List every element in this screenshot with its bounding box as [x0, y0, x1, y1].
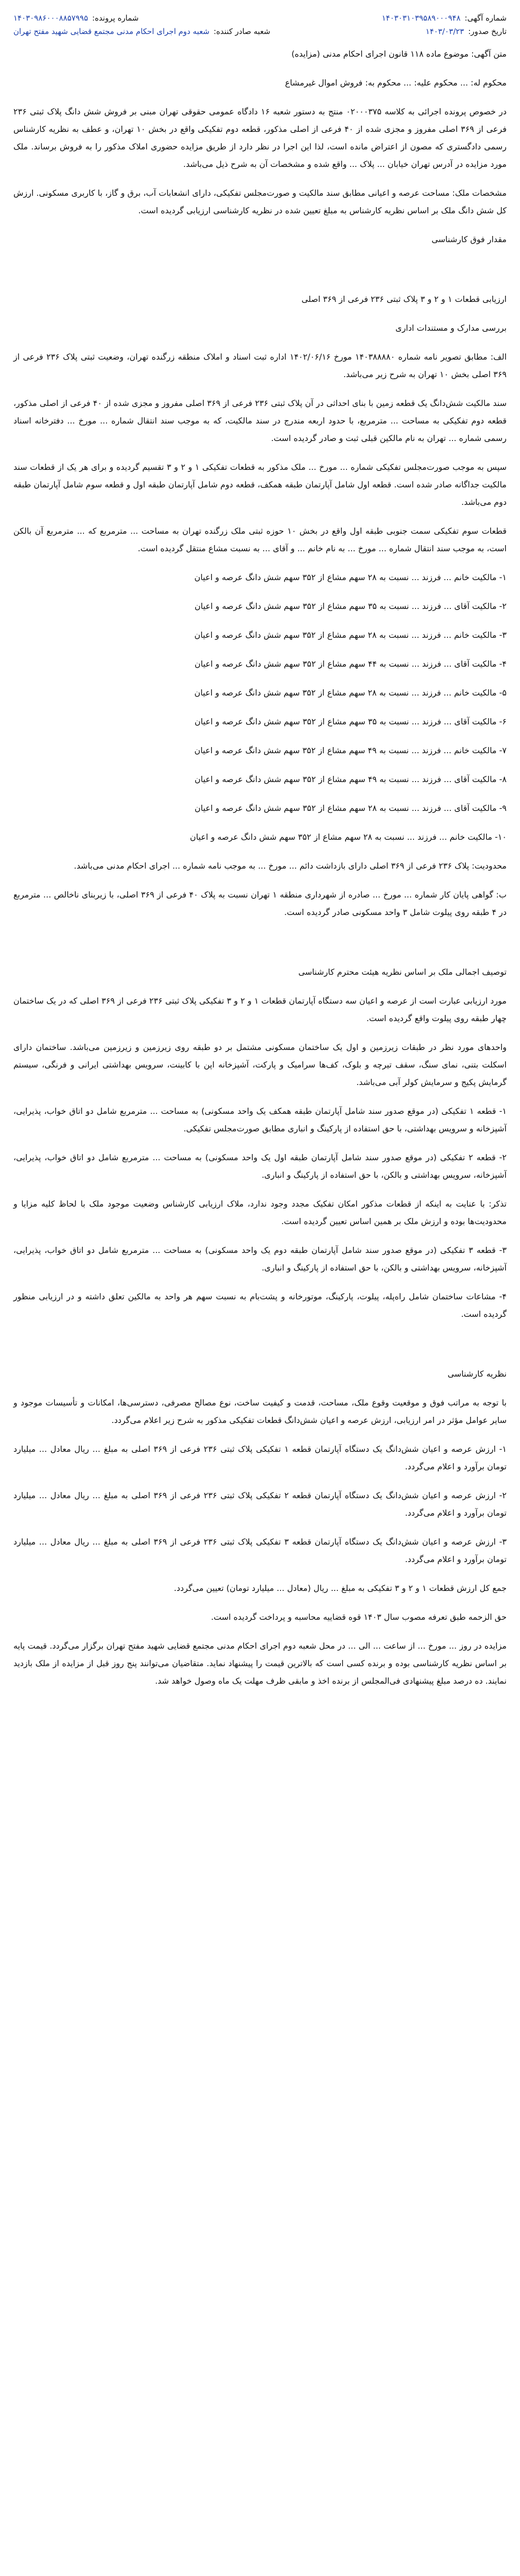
notice-number-label: شماره آگهی:: [464, 13, 507, 23]
case-number: ۱۴۰۳۰۹۸۶۰۰۰۸۸۵۷۹۹۵: [13, 13, 89, 23]
paragraph: ۴- مشاعات ساختمان شامل راه‌پله، پیلوت، پارکینگ، موتورخانه و پشت‌بام به نسبت سهم هر واحد به مالکین تعلق داشته و در ارزیابی منظور گردیده است.: [13, 1292, 507, 1319]
owner-item: ۱- مالکیت خانم ... فرزند ... نسبت به ۲۸ سهم مشاع از ۳۵۲ سهم شش دانگ عرصه و اعیان: [194, 572, 507, 582]
issuer-branch: شعبه دوم اجرای احکام مدنی مجتمع قضایی شهید مفتح تهران: [13, 27, 210, 36]
header-row-1: [13, 11, 507, 25]
issuer-group: [13, 25, 270, 38]
paragraph: قطعات سوم تفکیکی سمت جنوبی طبقه اول واقع در بخش ۱۰ حوزه ثبتی ملک زرگنده تهران به مساحت ... مترمربع که ... مترمربع آن بالکن است، به موجب سند انتقال شماره ... مورخ ... به نام خانم ... و آقای ... به نسبت مشاع منتقل گردیده است.: [13, 526, 507, 553]
paragraph: الف: مطابق تصویر نامه شماره ۱۴۰۳۸۸۸۸۰ مورخ ۱۴۰۲/۰۶/۱۶ اداره ثبت اسناد و املاک منطقه زرگنده تهران، وضعیت ثبتی پلاک ۲۳۶ فرعی از ۳۶۹ اصلی بخش ۱۰ تهران به شرح زیر می‌باشد.: [13, 352, 507, 379]
issue-date: ۱۴۰۳/۰۳/۲۳: [425, 27, 464, 36]
owner-item: ۹- مالکیت آقای ... فرزند ... نسبت به ۲۸ سهم مشاع از ۳۵۲ سهم شش دانگ عرصه و اعیان: [194, 803, 507, 813]
owner-item: ۲- مالکیت آقای ... فرزند ... نسبت به ۳۵ سهم مشاع از ۳۵۲ سهم شش دانگ عرصه و اعیان: [194, 601, 507, 611]
paragraph: در خصوص پرونده اجرائی به کلاسه ۰۲۰۰۰۳۷۵ منتج به دستور شعبه ۱۶ دادگاه عمومی حقوقی تهران مبنی بر فروش شش دانگ پلاک ثبتی ۲۳۶ فرعی از ۳۶۹ اصلی مفروز و مجزی شده از ۴۰ فرعی از اصلی مذکور، قطعه دوم تفکیکی واقع در بخش ۱۰ تهران، و عطف به نظریه کارشناس رسمی دادگستری که مصون از اعتراض مانده است، لذا این اجرا در نظر دارد از طریق مزایده حضوری املاک مذکور را به فروش برساند. ملک مورد مزایده در آدرس تهران خیابان ... پلاک ... واقع شده و مشخصات آن به شرح ذیل می‌باشد.: [13, 107, 507, 169]
notice-body: [13, 45, 507, 1690]
owner-item: ۳- مالکیت خانم ... فرزند ... نسبت به ۲۸ سهم مشاع از ۳۵۲ سهم شش دانگ عرصه و اعیان: [194, 630, 507, 640]
owner-item: ۱۰- مالکیت خانم ... فرزند ... نسبت به ۲۸ سهم مشاع از ۳۵۲ سهم شش دانگ عرصه و اعیان: [189, 832, 507, 842]
paragraph: جمع کل ارزش قطعات ۱ و ۲ و ۳ تفکیکی به مبلغ ... ریال (معادل ... میلیارد تومان) تعیین می‌گردد.: [174, 1583, 507, 1593]
paragraph: سپس به موجب صورت‌مجلس تفکیکی شماره ... مورخ ... ملک مذکور به قطعات تفکیکی ۱ و ۲ و ۳ تقسیم گردیده و برای هر یک از قطعات سند مالکیت جداگانه صادر شده است. قطعه اول شامل آپارتمان طبقه همکف، قطعه دوم شامل آپارتمان طبقه اول و قطعه سوم شامل آپارتمان طبقه دوم می‌باشد.: [13, 462, 507, 507]
paragraph: ۱- ارزش عرصه و اعیان شش‌دانگ یک دستگاه آپارتمان قطعه ۱ تفکیکی پلاک ثبتی ۲۳۶ فرعی از ۳۶۹ اصلی به مبلغ ... ریال معادل ... میلیارد تومان برآورد و اعلام می‌گردد.: [13, 1444, 507, 1471]
paragraph: مورد ارزیابی عبارت است از عرصه و اعیان سه دستگاه آپارتمان قطعات ۱ و ۲ و ۳ تفکیکی پلاک ثبتی ۲۳۶ فرعی از ۳۶۹ اصلی که در یک ساختمان چهار طبقه روی پیلوت واقع گردیده است.: [13, 996, 507, 1023]
paragraph: سند مالکیت شش‌دانگ یک قطعه زمین با بنای احداثی در آن پلاک ثبتی ۲۳۶ فرعی از ۳۶۹ اصلی مفروز و مجزی شده از ۴۰ فرعی از اصلی مذکور، قطعه دوم تفکیکی به مساحت ... مترمربع، با حدود اربعه مندرج در سند مالکیت، که به موجب سند انتقال شماره ... مورخ ... دفترخانه اسناد رسمی شماره ... تهران به نام مالکین قبلی ثبت و صادر گردیده است.: [13, 398, 507, 443]
paragraph: با توجه به مراتب فوق و موقعیت وقوع ملک، مساحت، قدمت و کیفیت ساخت، نوع مصالح مصرفی، دسترسی‌ها، امکانات و تأسیسات موجود و سایر عوامل مؤثر در امر ارزیابی، ارزش عرصه و اعیان شش‌دانگ قطعات تفکیکی مذکور به شرح زیر اعلام می‌گردد.: [13, 1398, 507, 1425]
owner-item: ۴- مالکیت آقای ... فرزند ... نسبت به ۴۴ سهم مشاع از ۳۵۲ سهم شش دانگ عرصه و اعیان: [194, 659, 507, 669]
paragraph: واحدهای مورد نظر در طبقات زیرزمین و اول یک ساختمان مسکونی مشتمل بر دو طبقه روی زیرزمین و زیرزمین می‌باشد. ساختمان دارای اسکلت بتنی، نمای سنگ، سقف تیرچه و بلوک، کف‌ها سرامیک و پارکت، آشپزخانه اپن با کابینت، سرویس بهداشتی ایرانی و فرنگی، سیستم گرمایش پکیج و سرمایش کولر آبی می‌باشد.: [13, 1042, 507, 1087]
paragraph: محکوم له: ... محکوم علیه: ... محکوم به: فروش اموال غیرمشاع: [285, 78, 507, 88]
paragraph: مشخصات ملک: مساحت عرصه و اعیانی مطابق سند مالکیت و صورت‌مجلس تفکیکی، دارای انشعابات آب، برق و گاز، با کاربری مسکونی. ارزش کل شش دانگ ملک بر اساس نظریه کارشناس به مبلغ تعیین شده در نظریه کارشناسی ارزیابی گردیده است.: [13, 188, 507, 215]
paragraph: متن آگهی: موضوع ماده ۱۱۸ قانون اجرای احکام مدنی (مزایده): [291, 49, 507, 59]
paragraph: ۱- قطعه ۱ تفکیکی (در موقع صدور سند شامل آپارتمان طبقه همکف یک واحد مسکونی) به مساحت ... مترمربع شامل دو اتاق خواب، پذیرایی، آشپزخانه و سرویس بهداشتی، با حق استفاده از پارکینگ و انباری مطابق صورت‌مجلس تفکیکی.: [13, 1106, 507, 1133]
spacer: [13, 260, 507, 291]
date-label: تاریخ صدور:: [468, 27, 507, 36]
case-number-group: [13, 11, 138, 25]
paragraph: ارزیابی قطعات ۱ و ۲ و ۳ پلاک ثبتی ۲۳۶ فرعی از ۳۶۹ اصلی: [301, 294, 507, 304]
owner-item: ۵- مالکیت خانم ... فرزند ... نسبت به ۲۸ سهم مشاع از ۳۵۲ سهم شش دانگ عرصه و اعیان: [194, 688, 507, 698]
paragraph: تذکر: با عنایت به اینکه از قطعات مذکور امکان تفکیک مجدد وجود ندارد، ملاک ارزیابی کارشناس وضعیت موجود ملک با لحاظ کلیه مزایا و محدودیت‌ها بوده و ارزش ملک بر همین اساس تعیین گردیده است.: [13, 1199, 507, 1226]
paragraph: ۲- ارزش عرصه و اعیان شش‌دانگ یک دستگاه آپارتمان قطعه ۲ تفکیکی پلاک ثبتی ۲۳۶ فرعی از ۳۶۹ اصلی به مبلغ ... ریال معادل ... میلیارد تومان برآورد و اعلام می‌گردد.: [13, 1490, 507, 1518]
notice-number-group: [382, 11, 507, 25]
paragraph: ۳- قطعه ۳ تفکیکی (در موقع صدور سند شامل آپارتمان طبقه دوم یک واحد مسکونی) به مساحت ... مترمربع شامل دو اتاق خواب، پذیرایی، آشپزخانه، سرویس بهداشتی و بالکن، با حق استفاده از پارکینگ و انباری.: [13, 1245, 507, 1273]
spacer: [13, 933, 507, 963]
paragraph: محدودیت: پلاک ۲۳۶ فرعی از ۳۶۹ اصلی دارای بازداشت دائم ... مورخ ... به موجب نامه شماره ... اجرای احکام مدنی می‌باشد.: [74, 861, 507, 871]
spacer: [13, 1334, 507, 1365]
date-group: [426, 25, 507, 38]
paragraph: حق الزحمه طبق تعرفه مصوب سال ۱۴۰۳ قوه قضاییه محاسبه و پرداخت گردیده است.: [211, 1612, 507, 1622]
paragraph: مزایده در روز ... مورخ ... از ساعت ... الی ... در محل شعبه دوم اجرای احکام مدنی مجتمع قضایی شهید مفتح تهران برگزار می‌گردد. قیمت پایه بر اساس نظریه کارشناسی بوده و برنده کسی است که بالاترین قیمت را پیشنهاد نماید. متقاضیان می‌توانند پنج روز قبل از مزایده از ملک بازدید نمایند. ده درصد مبلغ پیشنهادی فی‌المجلس از برنده اخذ و مابقی ظرف مهلت یک ماه وصول خواهد شد.: [13, 1641, 507, 1686]
issuer-label: شعبه صادر کننده:: [213, 27, 270, 36]
paragraph: ب: گواهی پایان کار شماره ... مورخ ... صادره از شهرداری منطقه ۱ تهران نسبت به پلاک ۴۰ فرعی از ۳۶۹ اصلی، با زیربنای ناخالص ... مترمربع در ۴ طبقه روی پیلوت شامل ۳ واحد مسکونی صادر گردیده است.: [13, 890, 507, 917]
paragraph: ۲- قطعه ۲ تفکیکی (در موقع صدور سند شامل آپارتمان طبقه اول یک واحد مسکونی) به مساحت ... مترمربع شامل دو اتاق خواب، پذیرایی، آشپزخانه، سرویس بهداشتی و بالکن، با حق استفاده از پارکینگ و انباری.: [13, 1153, 507, 1180]
case-number-label: شماره پرونده:: [92, 13, 139, 23]
paragraph: بررسی مدارک و مستندات اداری: [395, 323, 507, 333]
owner-item: ۶- مالکیت آقای ... فرزند ... نسبت به ۳۵ سهم مشاع از ۳۵۲ سهم شش دانگ عرصه و اعیان: [194, 717, 507, 726]
header-row-2: [13, 25, 507, 38]
paragraph: ۳- ارزش عرصه و اعیان شش‌دانگ یک دستگاه آپارتمان قطعه ۳ تفکیکی پلاک ثبتی ۲۳۶ فرعی از ۳۶۹ اصلی به مبلغ ... ریال معادل ... میلیارد تومان برآورد و اعلام می‌گردد.: [13, 1537, 507, 1564]
paragraph: توصیف اجمالی ملک بر اساس نظریه هیئت محترم کارشناسی: [298, 967, 507, 977]
notice-number: ۱۴۰۳۰۳۱۰۳۹۵۸۹۰۰۰۹۴۸: [382, 13, 461, 23]
paragraph: نظریه کارشناسی: [447, 1369, 507, 1379]
owner-item: ۷- مالکیت خانم ... فرزند ... نسبت به ۴۹ سهم مشاع از ۳۵۲ سهم شش دانگ عرصه و اعیان: [194, 745, 507, 755]
owner-item: ۸- مالکیت آقای ... فرزند ... نسبت به ۴۹ سهم مشاع از ۳۵۲ سهم شش دانگ عرصه و اعیان: [194, 774, 507, 784]
paragraph: مقدار فوق کارشناسی: [431, 234, 507, 244]
